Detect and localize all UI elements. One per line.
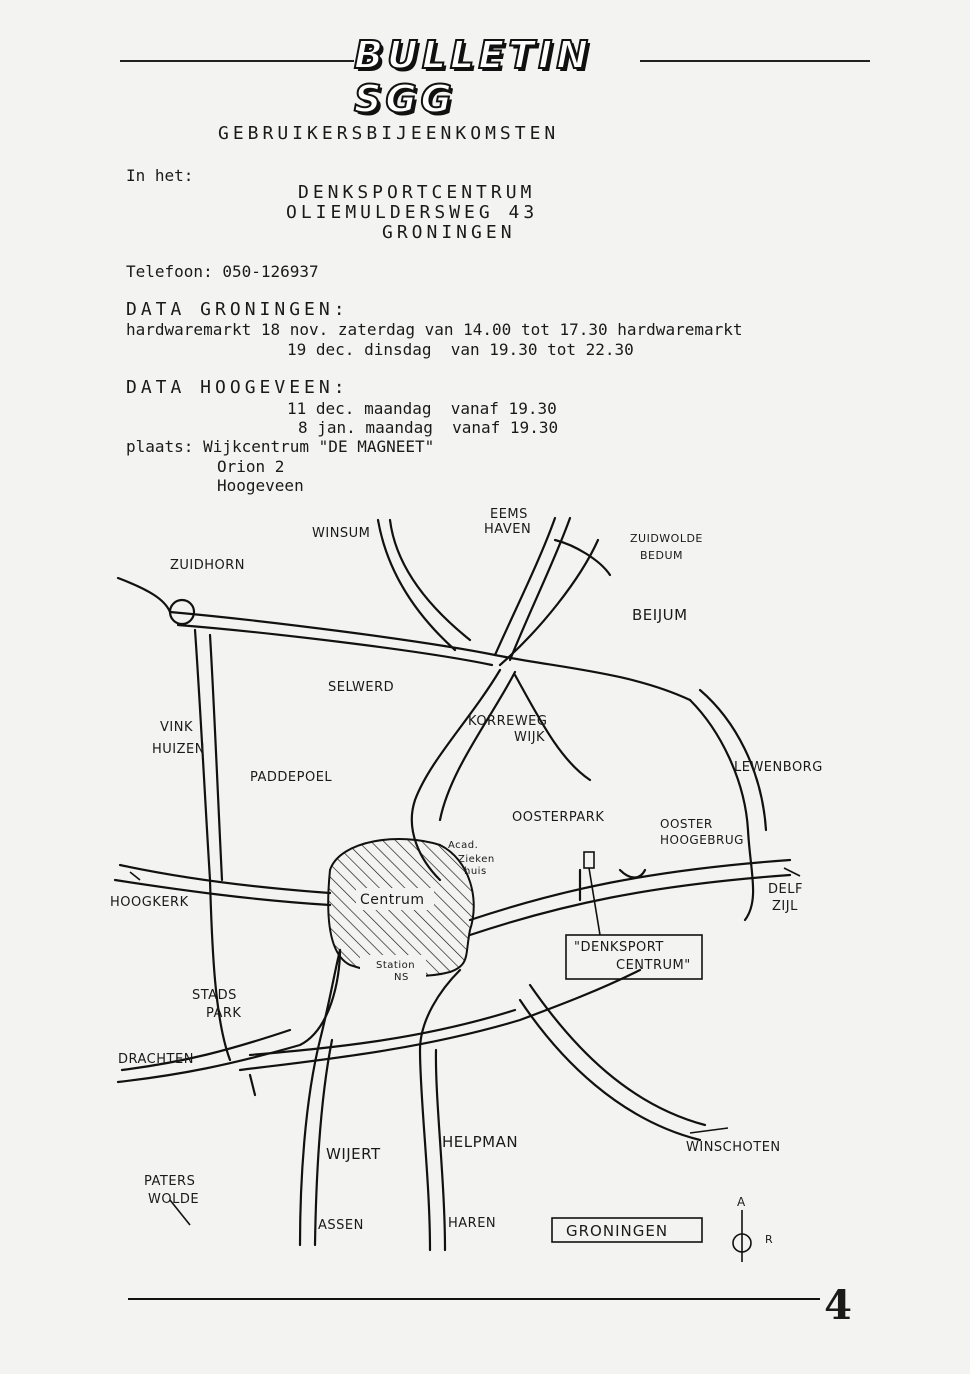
label-station-1: Station (376, 960, 416, 971)
label-centrum: Centrum (360, 892, 425, 908)
label-paterswolde-2: WOLDE (148, 1192, 200, 1207)
bulletin-logo: BULLETIN SGG (354, 50, 640, 104)
label-vinkhuizen-2: HUIZEN (152, 742, 205, 757)
road-south-ring (240, 970, 640, 1070)
label-denksport-1: "DENKSPORT (574, 940, 664, 955)
label-eemshaven-1: EEMS (490, 507, 528, 522)
label-korrewegwijk-1: KORREWEG (468, 714, 548, 729)
label-winschoten: WINSCHOTEN (686, 1140, 781, 1155)
label-zuidwolde-1: ZUIDWOLDE (630, 532, 703, 545)
hoogeveen-city: Hoogeveen (217, 476, 304, 495)
label-delfzijl-2: ZIJL (772, 899, 798, 914)
groningen-row-1: hardwaremarkt 18 nov. zaterdag van 14.00 tot 17.30 hardwaremarkt (126, 320, 743, 339)
label-beijum: BEIJUM (632, 606, 688, 624)
page-title: GEBRUIKERSBIJEENKOMSTEN (218, 123, 560, 144)
label-vinkhuizen-1: VINK (160, 720, 193, 735)
label-acad-1: Acad. (448, 840, 479, 851)
label-north-arrow: A (737, 1195, 746, 1209)
road-winschoten (520, 1000, 700, 1140)
hoogeveen-row-1: 11 dec. maandag vanaf 19.30 (287, 399, 557, 418)
phone-label: Telefoon: (126, 262, 213, 281)
venue-name: DENKSPORTCENTRUM (298, 182, 536, 203)
place-label: plaats: (126, 437, 194, 456)
label-helpman: HELPMAN (442, 1133, 519, 1151)
label-haren: HAREN (448, 1216, 497, 1231)
label-eemshaven-2: HAVEN (484, 522, 532, 537)
label-stadspark-1: STADS (192, 988, 237, 1003)
groningen-row-2: 19 dec. dinsdag van 19.30 tot 22.30 (287, 340, 634, 359)
road-zuidhorn (118, 578, 170, 612)
place-name: Wijkcentrum "DE MAGNEET" (203, 437, 435, 456)
groningen-heading: DATA GRONINGEN: (126, 299, 349, 320)
label-acad-3: huis (464, 866, 487, 877)
label-drachten: DRACHTEN (118, 1052, 194, 1067)
hoogeveen-street: Orion 2 (217, 457, 285, 476)
label-lewenborg: LEWENBORG (734, 760, 823, 775)
label-paddepoel: PADDEPOEL (250, 770, 333, 785)
venue-street: OLIEMULDERSWEG 43 (286, 202, 539, 223)
label-oosterhoogebrug-1: OOSTER (660, 817, 713, 831)
hoogeveen-heading: DATA HOOGEVEEN: (126, 377, 349, 398)
label-station-2: NS (394, 972, 409, 983)
label-wijert: WIJERT (326, 1145, 381, 1163)
label-delfzijl-1: DELF (768, 882, 803, 897)
label-oosterhoogebrug-2: HOOGEBRUG (660, 833, 744, 847)
label-denksport-2: CENTRUM" (616, 958, 691, 973)
label-zuidwolde-2: BEDUM (640, 549, 684, 562)
road-winsum (390, 520, 470, 640)
road-haren (420, 970, 460, 1250)
label-selwerd: SELWERD (328, 680, 395, 695)
page-number: 4 (824, 1282, 852, 1329)
venue-city: GRONINGEN (382, 222, 516, 243)
road-delfzijl (470, 860, 790, 920)
label-paterswolde-1: PATERS (144, 1174, 196, 1189)
label-acad-2: Zieken (458, 854, 495, 865)
venue-intro: In het: (126, 166, 194, 185)
label-groningen-box: GRONINGEN (566, 1222, 669, 1240)
label-stadspark-2: PARK (206, 1006, 242, 1021)
label-korrewegwijk-2: WIJK (514, 730, 546, 745)
label-assen: ASSEN (318, 1218, 364, 1233)
hoogeveen-row-2: 8 jan. maandag vanaf 19.30 (298, 418, 559, 437)
label-hoogkerk: HOOGKERK (110, 895, 189, 910)
road-east (690, 700, 753, 920)
label-oosterpark: OOSTERPARK (512, 810, 605, 825)
label-zuidhorn: ZUIDHORN (170, 558, 246, 573)
phone-number: 050-126937 (222, 262, 319, 281)
label-winsum: WINSUM (312, 526, 371, 541)
label-initial: R (765, 1233, 774, 1246)
